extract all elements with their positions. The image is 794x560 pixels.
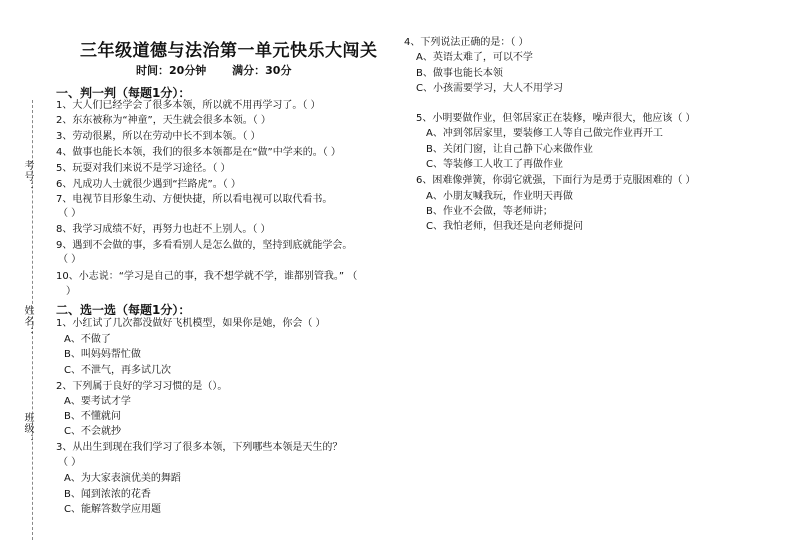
question-1-10: 10、小志说：“学习是自己的事，我不想学就不学，谁都别管我。” （: [56, 271, 358, 282]
option-2-3-c: C、能解答数学应用题: [64, 504, 161, 515]
question-1-2: 2、东东被称为“神童”，天生就会很多本领。（ ）: [56, 115, 271, 126]
option-2-2-c: C、不会就抄: [64, 426, 121, 437]
option-2-2-b: B、不懂就问: [64, 411, 121, 422]
question-2-6: 6、困难像弹簧，你弱它就强，下面行为是勇于克服困难的（ ）: [416, 175, 696, 186]
question-2-3-blank: （ ）: [58, 457, 82, 468]
question-1-9: 9、遇到不会做的事，多看看别人是怎么做的，坚持到底就能学会。: [56, 240, 353, 251]
question-1-1: 1、大人们已经学会了很多本领，所以就不用再学习了。（ ）: [56, 100, 321, 111]
question-1-5: 5、玩耍对我们来说不是学习途径。（ ）: [56, 163, 231, 174]
option-2-6-c: C、我怕老师，但我还是向老师提问: [426, 221, 583, 232]
banji-label: 班级：: [22, 412, 33, 445]
option-2-1-a: A、不做了: [64, 334, 111, 345]
option-2-4-a: A、英语太难了，可以不学: [416, 52, 533, 63]
option-2-3-b: B、闻到浓浓的花香: [64, 489, 151, 500]
option-2-6-b: B、作业不会做，等老师讲；: [426, 206, 553, 217]
exam-info: [136, 62, 313, 78]
option-2-6-a: A、小朋友喊我玩，作业明天再做: [426, 191, 573, 202]
question-1-8: 8、我学习成绩不好，再努力也赶不上别人。（ ）: [56, 224, 271, 235]
option-2-5-a: A、冲到邻居家里，要装修工人等自己做完作业再开工: [426, 128, 663, 139]
time-limit: 时间：20分钟: [136, 64, 207, 77]
option-2-1-c: C、不泄气，再多试几次: [64, 365, 171, 376]
question-1-4: 4、做事也能长本领，我们的很多本领都是在“做”中学来的。（ ）: [56, 147, 341, 158]
kaohao-label: 考号：: [22, 160, 33, 193]
option-2-3-a: A、为大家表演优美的舞蹈: [64, 473, 181, 484]
section-2-heading: 二、选一选（每题1分）：: [56, 303, 191, 317]
question-2-2: 2、下列属于良好的学习习惯的是（）。: [56, 381, 228, 392]
option-2-5-b: B、关闭门窗，让自己静下心来做作业: [426, 144, 593, 155]
option-2-4-b: B、做事也能长本领: [416, 68, 503, 79]
question-1-7-blank: （ ）: [58, 208, 82, 219]
full-score: 满分：30分: [232, 64, 292, 77]
option-2-5-c: C、等装修工人收工了再做作业: [426, 159, 563, 170]
question-2-4: 4、下列说法正确的是：（ ）: [404, 37, 529, 48]
question-1-9-blank: （ ）: [58, 254, 82, 265]
section-1-heading: 一、判一判（每题1分）：: [56, 86, 191, 100]
option-2-4-c: C、小孩需要学习，大人不用学习: [416, 83, 563, 94]
question-2-3: 3、从出生到现在我们学习了很多本领，下列哪些本领是天生的？: [56, 442, 343, 453]
question-1-7: 7、电视节目形象生动、方便快捷，所以看电视可以取代看书。: [56, 194, 333, 205]
question-2-5: 5、小明要做作业，但邻居家正在装修，噪声很大，他应该（ ）: [416, 113, 696, 124]
question-1-3: 3、劳动很累，所以在劳动中长不到本领。（ ）: [56, 131, 261, 142]
option-2-1-b: B、叫妈妈帮忙做: [64, 349, 141, 360]
option-2-2-a: A、要考试才学: [64, 396, 131, 407]
page-title: 三年级道德与法治第一单元快乐大闯关: [80, 41, 378, 61]
xingming-label: 姓名：: [22, 305, 33, 338]
question-1-10-blank: ）: [66, 286, 76, 297]
question-2-1: 1、小红试了几次都没做好飞机模型，如果你是她，你会（ ）: [56, 318, 326, 329]
question-1-6: 6、凡成功人士就很少遇到“拦路虎”。（ ）: [56, 179, 241, 190]
